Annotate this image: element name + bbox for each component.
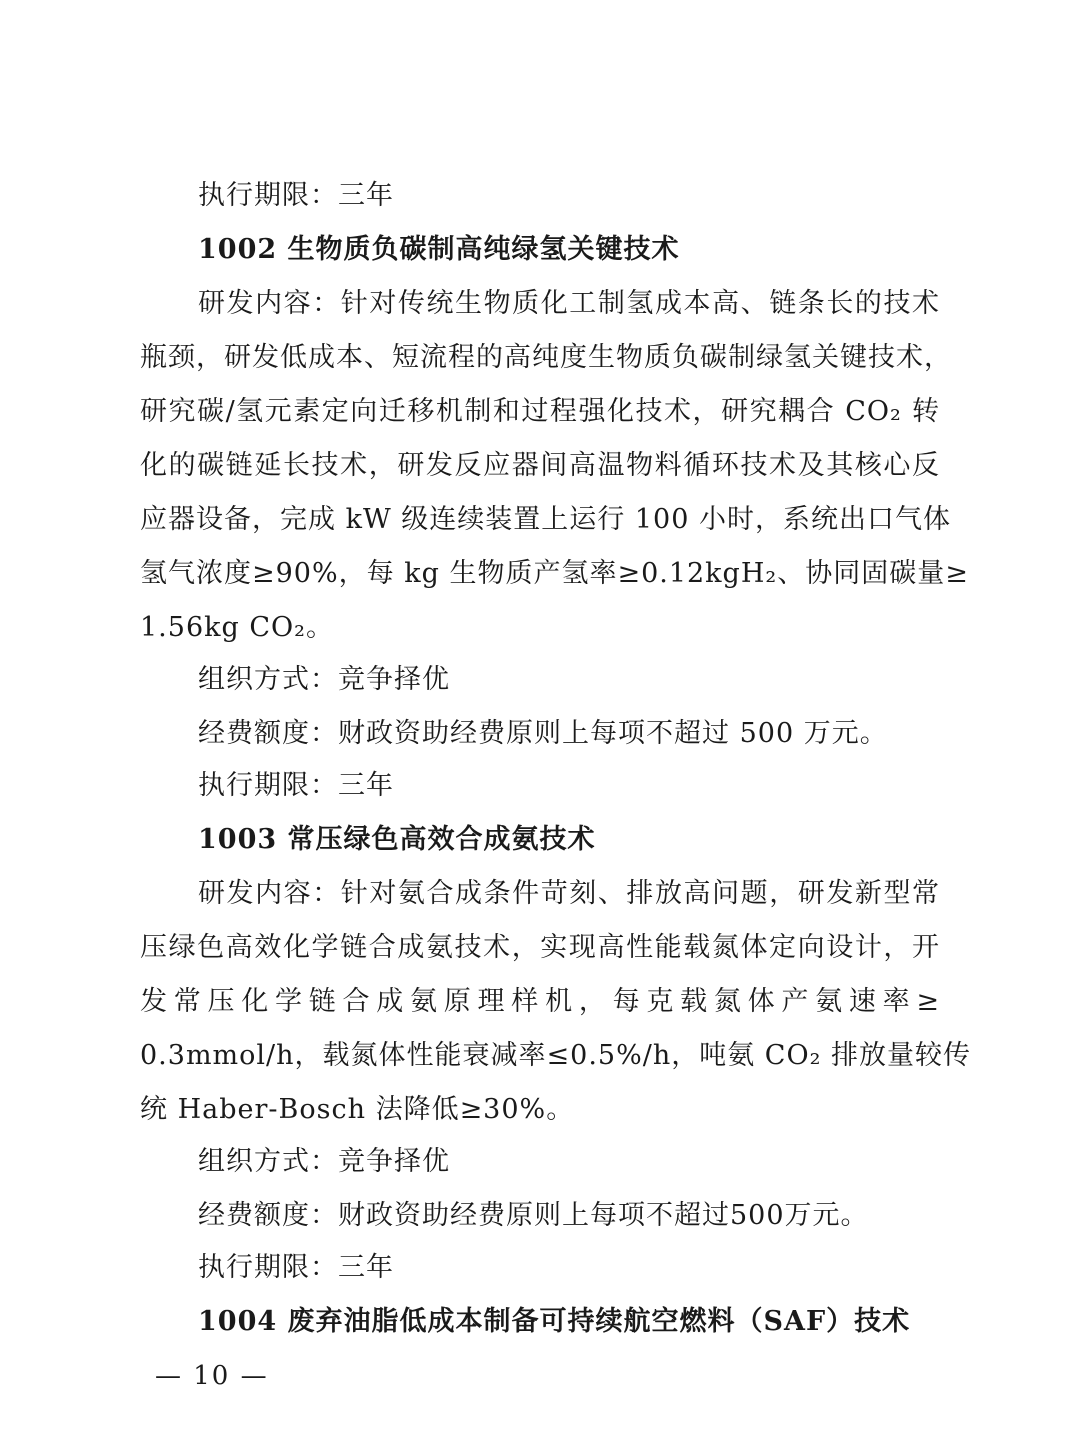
body-line: 瓶颈，研发低成本、短流程的高纯度生物质负碳制绿氢关键技术，: [140, 342, 952, 373]
body-line: 0.3mmol/h，载氮体性能衰减率≤0.5%/h，吨氨 CO₂ 排放量较传: [140, 1040, 972, 1071]
project-1002-title: 1002 生物质负碳制高纯绿氢关键技术: [198, 234, 680, 265]
project-1003-title: 1003 常压绿色高效合成氨技术: [198, 824, 596, 855]
body-line: 研发内容：针对氨合成条件苛刻、排放高问题，研发新型常: [198, 878, 940, 909]
project-1004-title: 1004 废弃油脂低成本制备可持续航空燃料（SAF）技术: [198, 1306, 911, 1337]
body-line: 氢气浓度≥90%，每 kg 生物质产氢率≥0.12kgH₂、协同固碳量≥: [140, 558, 969, 589]
organization-method-line: 组织方式：竞争择优: [198, 1146, 450, 1177]
execution-period-line: 执行期限：三年: [198, 180, 394, 211]
funding-line: 经费额度：财政资助经费原则上每项不超过 500 万元。: [198, 718, 888, 749]
page-number: — 10 —: [155, 1361, 269, 1391]
execution-period-line: 执行期限：三年: [198, 1252, 394, 1283]
body-line: 化的碳链延长技术，研发反应器间高温物料循环技术及其核心反: [140, 450, 940, 481]
body-line: 统 Haber-Bosch 法降低≥30%。: [140, 1094, 575, 1125]
body-line: 发常压化学链合成氨原理样机，每克载氮体产氨速率≥: [140, 986, 940, 1017]
body-line: 研发内容：针对传统生物质化工制氢成本高、链条长的技术: [198, 288, 940, 319]
funding-line: 经费额度：财政资助经费原则上每项不超过500万元。: [198, 1200, 869, 1231]
body-line: 1.56kg CO₂。: [140, 612, 334, 643]
body-line: 压绿色高效化学链合成氨技术，实现高性能载氮体定向设计，开: [140, 932, 940, 963]
body-line: 研究碳/氢元素定向迁移机制和过程强化技术，研究耦合 CO₂ 转: [140, 396, 940, 427]
organization-method-line: 组织方式：竞争择优: [198, 664, 450, 695]
execution-period-line: 执行期限：三年: [198, 770, 394, 801]
body-line: 应器设备，完成 kW 级连续装置上运行 100 小时，系统出口气体: [140, 504, 951, 535]
